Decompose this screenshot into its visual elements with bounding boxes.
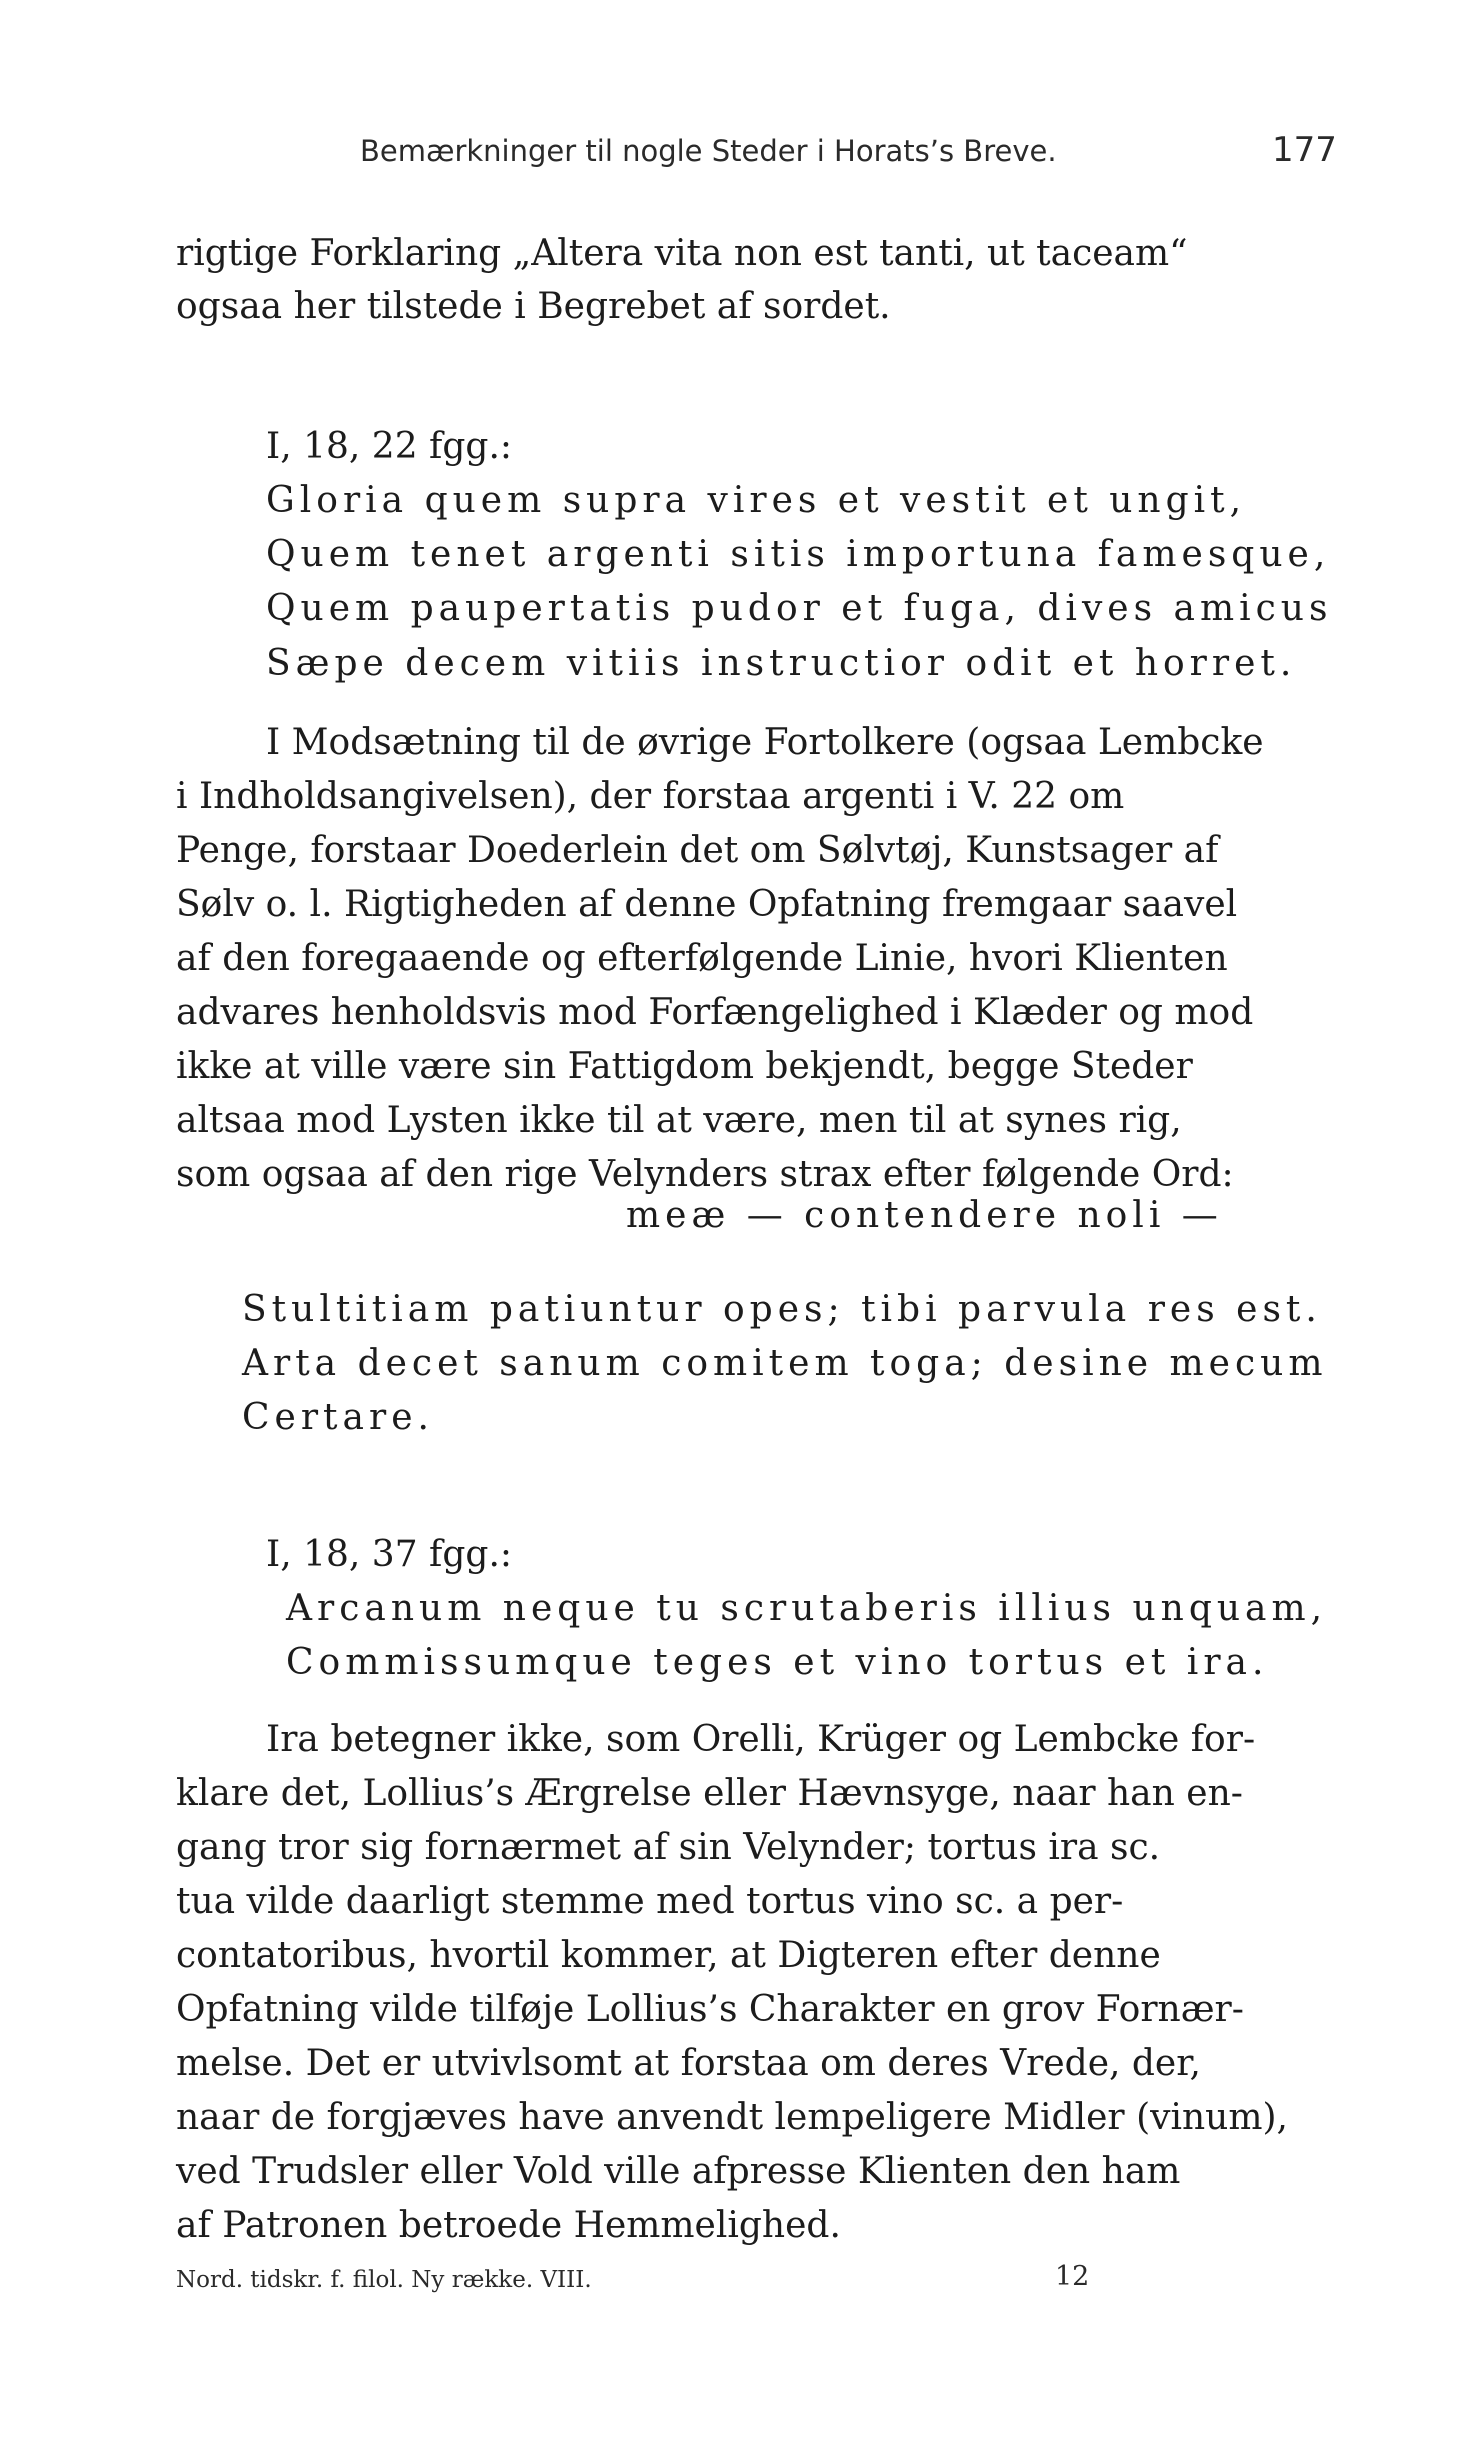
text-line: advares henholdsvis mod Forfængelighed i Klæder og mod	[176, 992, 1254, 1033]
quote-line: Commissumque teges et vino tortus et ira.	[286, 1642, 1269, 1683]
quote-line: Quem tenet argenti sitis importuna famesque,	[266, 534, 1331, 575]
journal-signature: Nord. tidskr. f. filol. Ny række. VIII.	[176, 2267, 592, 2293]
text-line: Opfatning vilde tilføje Lollius’s Charakter en grov Fornær-	[176, 1989, 1244, 2030]
text-line: naar de forgjæves have anvendt lempeligere Midler (vinum),	[176, 2097, 1288, 2138]
text-line: Penge, forstaar Doederlein det om Sølvtøj, Kunstsager af	[176, 830, 1219, 871]
running-header: Bemærkninger til nogle Steder i Horats’s Breve.	[360, 134, 1057, 168]
text-line: af Patronen betroede Hemmelighed.	[176, 2205, 841, 2246]
text-line: i Indholdsangivelsen), der forstaa argenti i V. 22 om	[176, 776, 1125, 817]
text-line: Ira betegner ikke, som Orelli, Krüger og Lembcke for-	[266, 1719, 1256, 1760]
verse-reference: I, 18, 22 fgg.:	[266, 426, 513, 467]
text-line: gang tror sig fornærmet af sin Velynder; tortus ira sc.	[176, 1827, 1161, 1868]
text-line: Sølv o. l. Rigtigheden af denne Opfatning fremgaar saavel	[176, 884, 1238, 925]
text-line: ved Trudsler eller Vold ville afpresse Klienten den ham	[176, 2151, 1181, 2192]
sheet-number: 12	[1055, 2261, 1090, 2292]
quote-line: Gloria quem supra vires et vestit et ungit,	[266, 480, 1247, 521]
text-line: ikke at ville være sin Fattigdom bekjendt, begge Steder	[176, 1046, 1193, 1087]
verse-reference: I, 18, 37 fgg.:	[266, 1534, 513, 1575]
quote-line: Quem paupertatis pudor et fuga, dives amicus	[266, 588, 1333, 629]
quote-line: Sæpe decem vitiis instructior odit et horret.	[266, 643, 1297, 684]
text-line: contatoribus, hvortil kommer, at Digteren efter denne	[176, 1935, 1161, 1976]
quote-line: Arcanum neque tu scrutaberis illius unquam,	[286, 1588, 1328, 1629]
text-line: tua vilde daarligt stemme med tortus vino sc. a per-	[176, 1881, 1124, 1922]
text-line: altsaa mod Lysten ikke til at være, men til at synes rig,	[176, 1100, 1182, 1141]
quote-line: Certare.	[242, 1397, 434, 1438]
text-line: af den foregaaende og efterfølgende Linie, hvori Klienten	[176, 938, 1228, 979]
page-number: 177	[1272, 130, 1337, 170]
text-line: som ogsaa af den rige Velynders strax efter følgende Ord:	[176, 1154, 1234, 1195]
text-line: ogsaa her tilstede i Begrebet af sordet.	[176, 286, 891, 327]
quote-line: Stultitiam patiuntur opes; tibi parvula res est.	[242, 1289, 1322, 1330]
text-line: melse. Det er utvivlsomt at forstaa om deres Vrede, der,	[176, 2043, 1201, 2084]
quote-line: meæ — contendere noli —	[626, 1195, 1223, 1236]
text-line: klare det, Lollius’s Ærgrelse eller Hævnsyge, naar han en-	[176, 1773, 1243, 1814]
text-line: rigtige Forklaring „Altera vita non est tanti, ut taceam“	[176, 233, 1188, 274]
quote-line: Arta decet sanum comitem toga; desine mecum	[242, 1343, 1328, 1384]
text-line: I Modsætning til de øvrige Fortolkere (ogsaa Lembcke	[266, 722, 1264, 763]
